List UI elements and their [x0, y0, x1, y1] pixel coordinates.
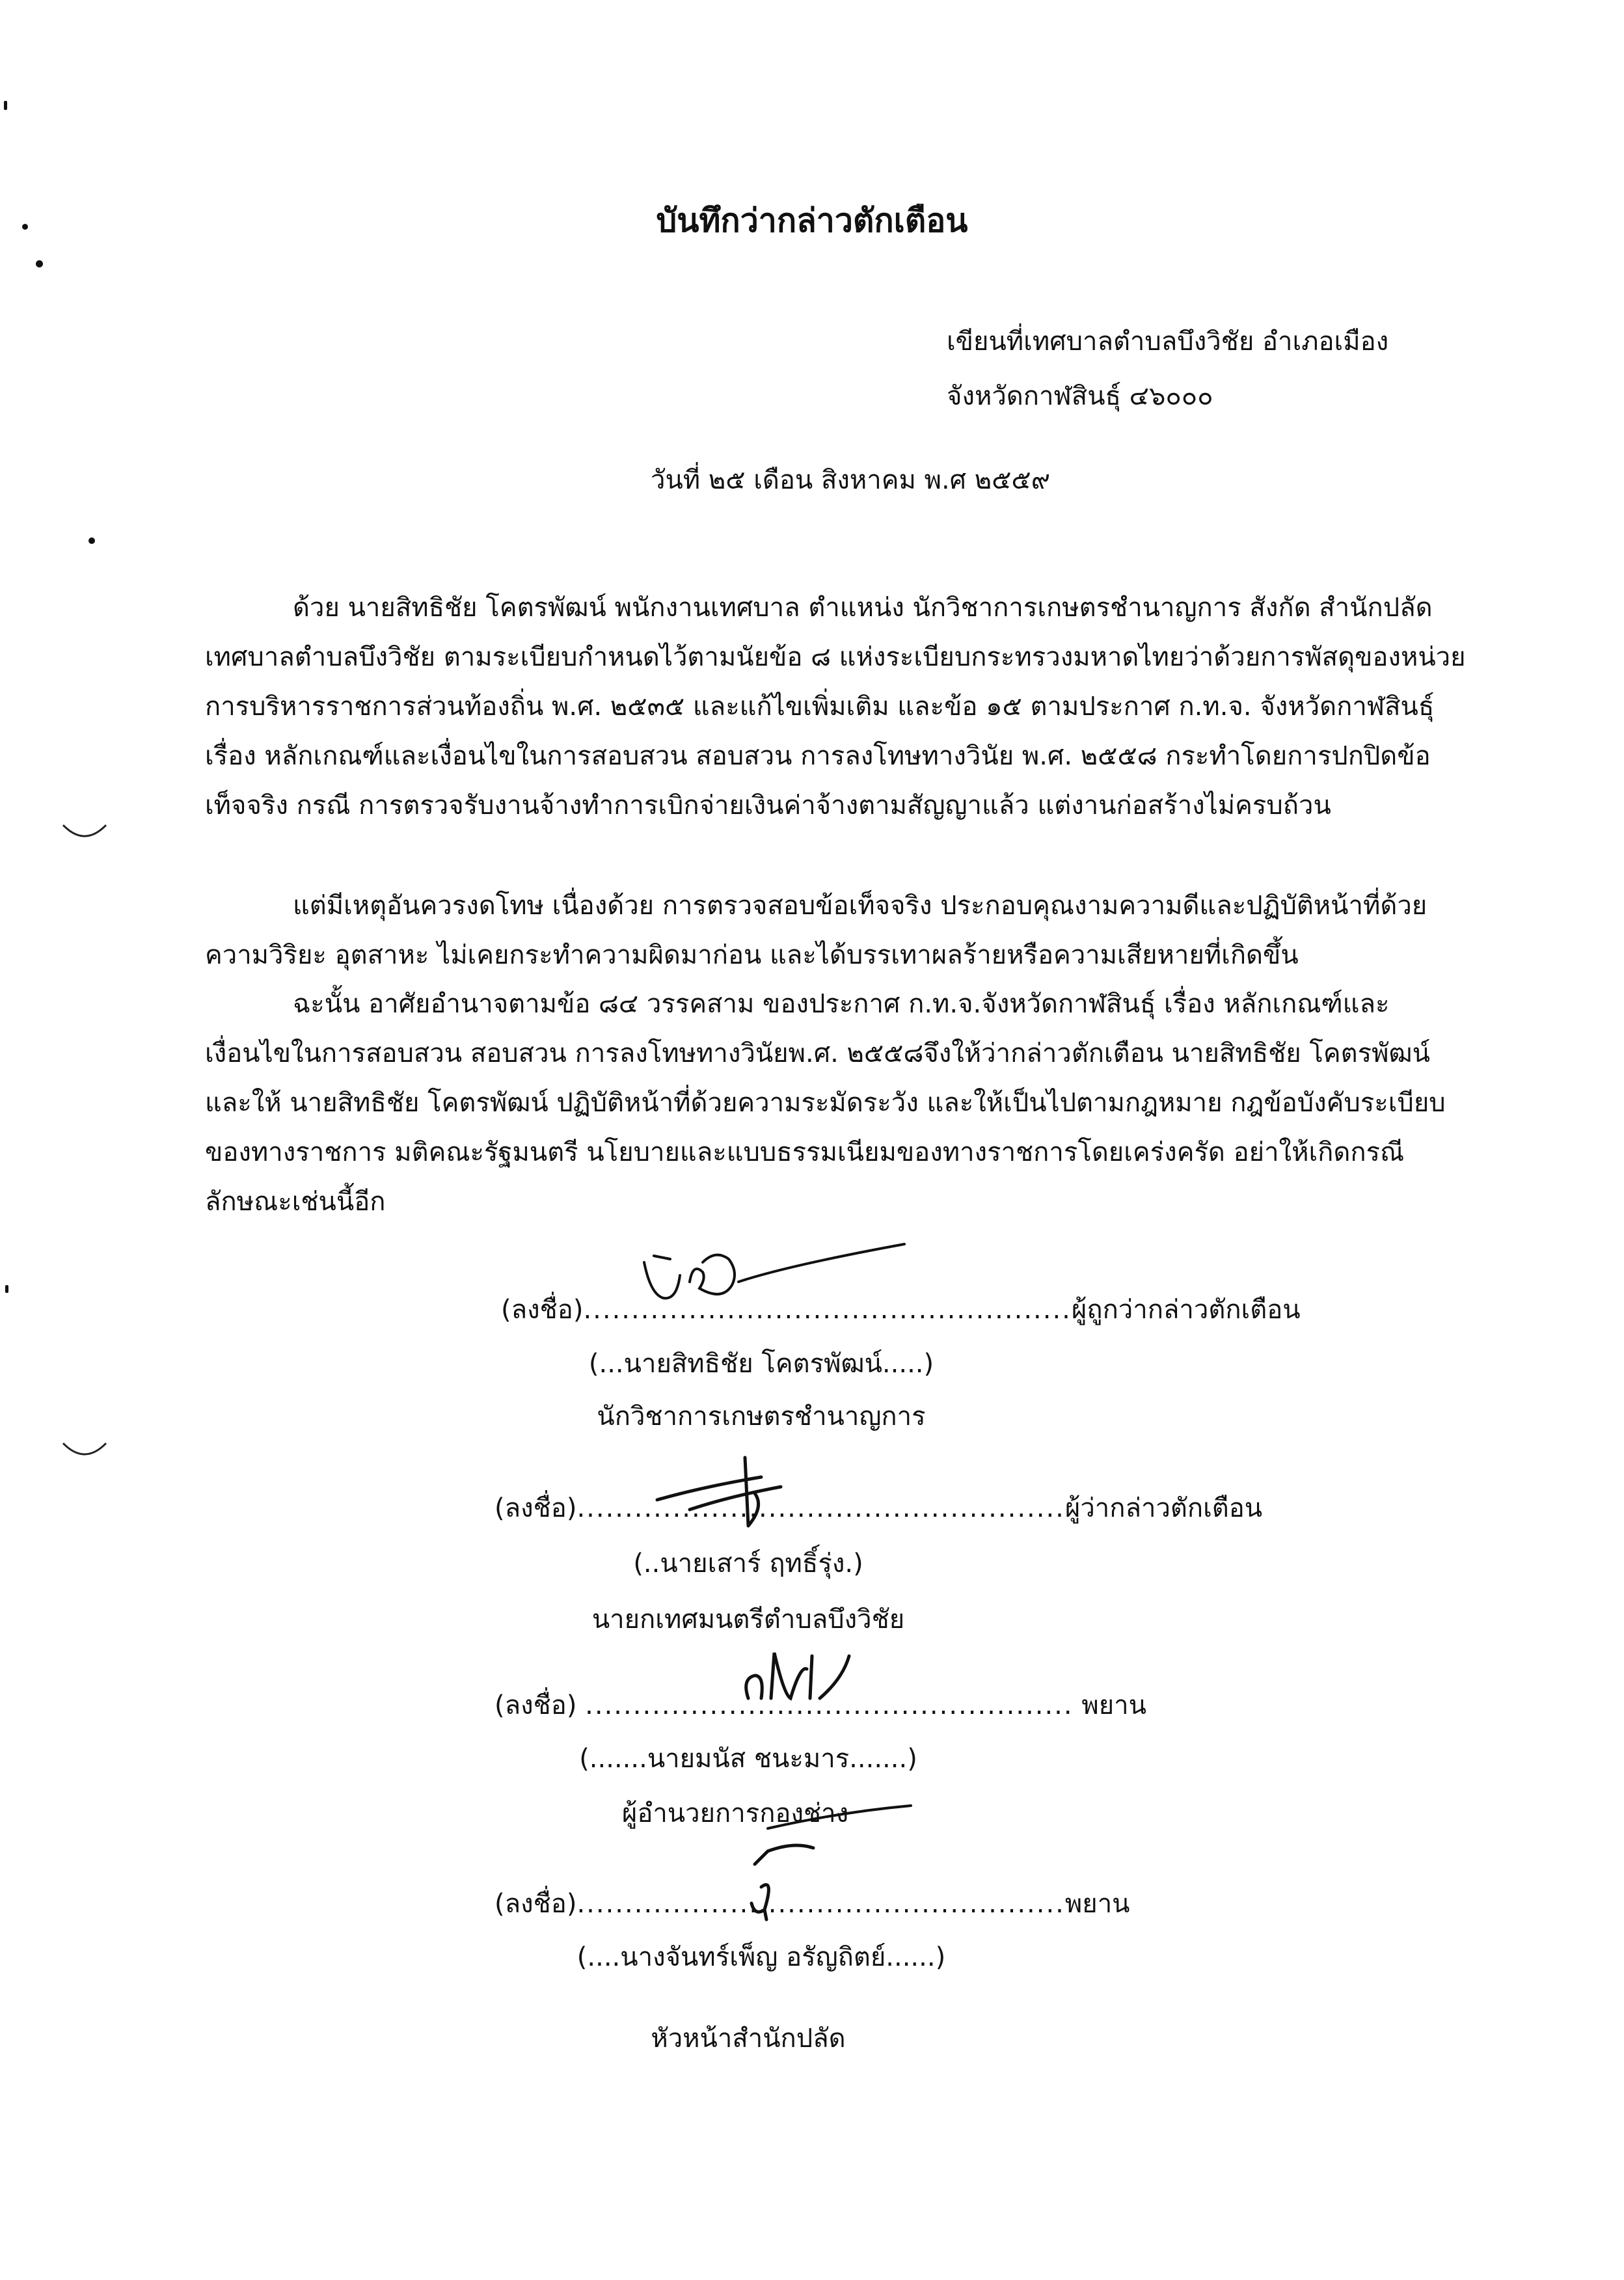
scan-speck: [36, 260, 43, 267]
written-at-line-1: เขียนที่เทศบาลตำบลบึงวิชัย อำเภอเมือง: [947, 327, 1389, 357]
sign-prefix: (ลงชื่อ): [494, 1493, 577, 1523]
paragraph-3: ฉะนั้น อาศัยอำนาจตามข้อ ๘๔ วรรคสาม ของประกาศ ก.ท.จ.จังหวัดกาฬสินธุ์ เรื่อง หลักเกณฑ์และเงื่อนไขในการสอบสวน สอบสวน การลงโทษทางวินัยพ.ศ. ๒๕๕๘จึงให้ว่ากล่าวตักเตือน นายสิทธิชัย โคตรพัฒน์ และให้ นายสิทธิชัย โคตรพัฒน์ ปฏิบัติหน้าที่ด้วยความระมัดระวัง และให้เป็นไปตามกฎหมาย กฎข้อบังคับระเบียบของทางราชการ มติคณะรัฐมนตรี นโยบายและแบบธรรมเนียมของทางราชการโดยเคร่งครัด อย่าให้เกิดกรณีลักษณะเช่นนี้อีก: [205, 989, 1446, 1217]
signature-dots: ...................................................: [583, 1295, 1072, 1325]
sign-prefix: (ลงชื่อ): [501, 1295, 584, 1325]
signature-dots: ...................................................: [576, 1493, 1065, 1523]
signer-role: ผู้ว่ากล่าวตักเตือน: [1064, 1493, 1263, 1523]
signer-role: ผู้ถูกว่ากล่าวตักเตือน: [1071, 1295, 1301, 1325]
scan-speck: [5, 1285, 8, 1293]
signature-dots: ...................................................: [576, 1889, 1065, 1919]
signer-name-2: (..นายเสาร์ ฤทธิ์รุ่ง.): [633, 1549, 863, 1579]
paragraph-1: ด้วย นายสิทธิชัย โคตรพัฒน์ พนักงานเทศบาล ตำแหน่ง นักวิชาการเกษตรชำนาญการ สังกัด สำนักปลัด เทศบาลตำบลบึงวิชัย ตามระเบียบกำหนดไว้ตามนัยข้อ ๘ แห่งระเบียบกระทรวงมหาดไทยว่าด้วยการพัสดุของหน่วยการบริหารราชการส่วนท้องถิ่น พ.ศ. ๒๕๓๕ และแก้ไขเพิ่มเติม และข้อ ๑๕ ตามประกาศ ก.ท.จ. จังหวัดกาฬสินธุ์ เรื่อง หลักเกณฑ์และเงื่อนไขในการสอบสวน สอบสวน การลงโทษทางวินัย พ.ศ. ๒๕๕๘ กระทำโดยการปกปิดข้อเท็จจริง กรณี การตรวจรับงานจ้างทำการเบิกจ่ายเงินค่าจ้างตามสัญญาแล้ว แต่งานก่อสร้างไม่ครบถ้วน: [205, 593, 1466, 821]
signer-name-1: (...นายสิทธิชัย โคตรพัฒน์.....): [588, 1349, 934, 1379]
signer-position-2: นายกเทศมนตรีตำบลบึงวิชัย: [591, 1605, 905, 1635]
punch-hole-mark: [62, 821, 107, 847]
signature-dots: ...................................................: [585, 1690, 1074, 1720]
handwritten-signature: [735, 1640, 865, 1711]
signer-role: พยาน: [1081, 1690, 1146, 1720]
signer-name-4: (....นางจันทร์เพ็ญ อรัญถิตย์......): [576, 1942, 946, 1972]
signer-position-4: หัวหน้าสำนักปลัด: [651, 2024, 846, 2054]
sign-prefix: (ลงชื่อ): [494, 1690, 577, 1720]
sign-prefix: (ลงชื่อ): [494, 1889, 577, 1919]
scan-speck: [88, 537, 95, 544]
paragraph-2: แต่มีเหตุอันควรงดโทษ เนื่องด้วย การตรวจสอบข้อเท็จจริง ประกอบคุณงามความดีและปฏิบัติหน้าที่ด้วยความวิริยะ อุตสาหะ ไม่เคยกระทำความผิดมาก่อน และได้บรรเทาผลร้ายหรือความเสียหายที่เกิดขึ้น: [205, 891, 1428, 970]
signer-name-3: (.......นายมนัส ชนะมาร.......): [579, 1744, 917, 1774]
signer-position-1: นักวิชาการเกษตรชำนาญการ: [597, 1402, 926, 1432]
handwritten-stroke: [761, 1796, 917, 1835]
handwritten-signature: [651, 1448, 820, 1539]
document-title: บันทึกว่ากล่าวตักเตือน: [656, 202, 968, 239]
scan-speck: [4, 101, 7, 110]
signer-role: พยาน: [1064, 1889, 1130, 1919]
signer-position-3: ผู้อำนวยการกองช่าง: [621, 1798, 849, 1828]
written-at-line-2: จังหวัดกาฬสินธุ์ ๔๖๐๐๐: [947, 381, 1213, 411]
handwritten-signature: [716, 1838, 826, 1923]
date-line: วันที่ ๒๕ เดือน สิงหาคม พ.ศ ๒๕๕๙: [651, 465, 1050, 495]
signature-line-2: [494, 1487, 1262, 1528]
punch-hole-mark: [62, 1439, 107, 1465]
handwritten-signature: [625, 1236, 911, 1314]
